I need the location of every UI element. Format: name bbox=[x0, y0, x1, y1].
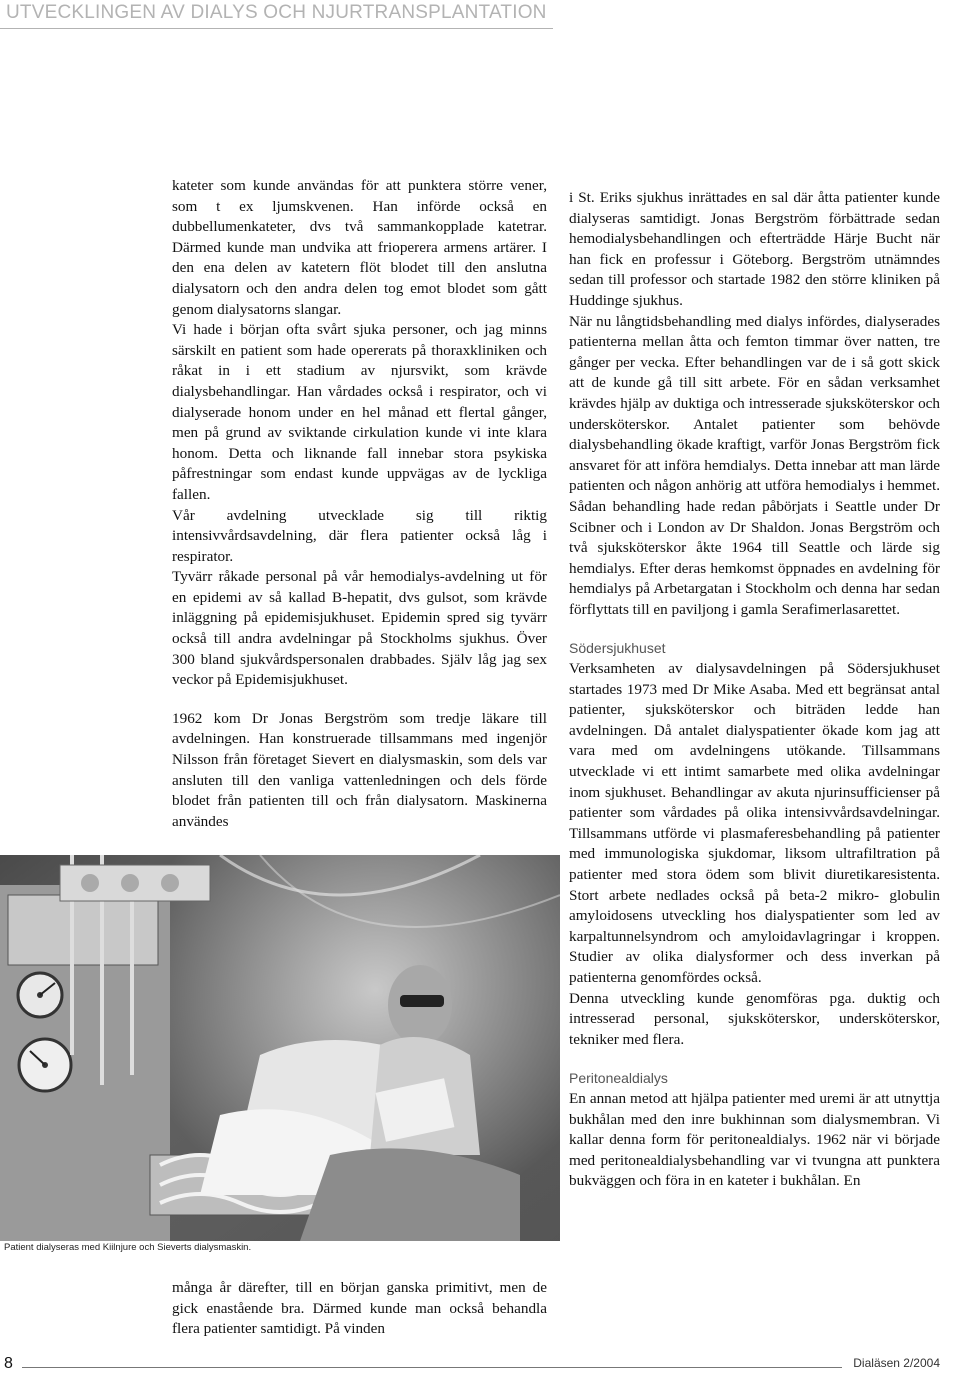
col1-paragraph-1: kateter som kunde användas för att punktera större vener, som t ex ljumskvenen. Han införde också en dubbellumenkateter, dvs två sammankopplade katetrar. Därmed kunde man undvika att frioperera armens artärer. I den ena delen av katetern flöt blodet till den anslutna dialysatorn och den andra delen tog emot blodet som gått genom dialysatorns slangar. bbox=[172, 177, 547, 318]
footer-rule bbox=[22, 1367, 842, 1368]
section-title: UTVECKLINGEN AV DIALYS OCH NJURTRANSPLANTATION bbox=[6, 2, 547, 23]
col1-paragraph-3: Vår avdelning utvecklade sig till riktig intensivvårdsavdelning, där flera patienter också låg i respirator. bbox=[172, 506, 547, 565]
dialysis-photo-image bbox=[0, 855, 560, 1241]
col2-paragraph-3: Verksamheten av dialysavdelningen på Södersjukhuset startades 1973 med Dr Mike Asaba. Med ett begränsat antal patienter, sjuksköterskor och biträden ledde han avdelningen. Då antalet dialyspatienter ökade kom jag att vara med om avdelningens utökande. Tillsammans utvecklade vi ett intimt samarbete med olika avdelningar inom sjukhuset. Behandlingar av akuta njurinsufficienser på patienter som vårdades på olika intensivvårdsavdelningar. Tillsammans utförde vi plasmaferesbehandling på patienter med immunologiska sjukdomar, liksom ultrafiltration på patienter med stora ödem som blivit diuretikaresistenta. Stort arbete nedlades också på beta-2 mikro- globulin amyloidosens utveckling hos dialyspatienter som led av karpaltunnelsyndrom och amyloidavlagringar i kroppen. Studier av olika dialysformer och dess inverkan på patienterna genomfördes också. bbox=[569, 660, 940, 986]
column-2 bbox=[569, 188, 940, 1192]
col1-paragraph-6: många år därefter, till en början ganska primitivt, men de gick enastående bra. Därmed kunde man också behandla flera patienter samtidigt. På vinden bbox=[172, 1279, 547, 1338]
col1-paragraph-2: Vi hade i början ofta svårt sjuka personer, och jag minns särskilt en patient som hade opererats på thoraxkliniken och råkat in i ett stadium av njursvikt, som krävde dialysbehandlingar. Han vårdades också i respirator, och vi dialyserade honom under en hel månad ett flertal gånger, men på grund av sviktande cirkulation kunde vi inte klara honom. Detta och liknande fall innebar stora psykiska påfrestningar som endast kunde uppvägas av de lyckliga fallen. bbox=[172, 321, 547, 503]
column-1-top bbox=[172, 176, 547, 832]
col2-paragraph-4: Denna utveckling kunde genomföras pga. duktig och intresserad personal, sjuksköterskor, undersköterskor, tekniker med flera. bbox=[569, 989, 940, 1048]
heading-sodersjukhuset: Södersjukhuset bbox=[569, 640, 666, 657]
heading-peritonealdialys: Peritonealdialys bbox=[569, 1070, 668, 1087]
magazine-issue: Dialäsen 2/2004 bbox=[853, 1356, 940, 1370]
column-1-bottom bbox=[172, 1278, 547, 1340]
page-number: 8 bbox=[4, 1355, 13, 1372]
header-rule bbox=[0, 28, 553, 29]
col2-paragraph-1: i St. Eriks sjukhus inrättades en sal där åtta patienter kunde dialyseras samtidigt. Jonas Bergström förbättrade sedan hemodialysbehandlingen och efterträdde Härje Bucht när han fick en professur i Göteborg. Bergström utnämndes sedan till professor och startade 1982 den större kliniken på Huddinge sjukhus. bbox=[569, 189, 940, 309]
col2-paragraph-5: En annan metod att hjälpa patienter med uremi är att utnyttja bukhålan med den inre bukhinnan som dialysmembran. Vi kallar denna form för peritonealdialys. 1962 när vi började med peritonealdialysbehandling var vi tvungna att punktera bukväggen och föra in en kateter i bukhålan. En bbox=[569, 1089, 940, 1190]
page-header bbox=[0, 0, 560, 30]
dialysis-photo bbox=[0, 855, 560, 1241]
photo-caption: Patient dialyseras med Kiilnjure och Sieverts dialysmaskin. bbox=[4, 1242, 252, 1253]
col1-paragraph-4: Tyvärr råkade personal på vår hemodialys-avdelning ut för en epidemi av så kallad B-hepatit, dvs gulsot, som krävde inläggning på epidemisjukhuset. Epidemin spred sig tyvärr också till andra avdelningar på Stockholms sjukhus. Över 300 bland sjukvårdspersonalen drabbades. Själv låg jag sex veckor på Epidemisjukhuset. bbox=[172, 568, 547, 689]
col2-paragraph-2: När nu långtidsbehandling med dialys infördes, dialyserades patienterna mellan åtta och femton timmar över natten, tre gånger per vecka. Efter behandlingen var de i så gott skick att de kunde gå till sitt arbete. För en sådan verksamhet krävdes hjälp av duktiga och intresserade sjuksköterskor och undersköterskor. Antalet patienter som behövde dialysbehandling ökade kraftigt, varför Jonas Bergström fick ansvaret för att införa hemdialys. Detta innebar att man lärde patienten och någon anhörig att utföra hemodialys i hemmet. Sådan behandling hade redan påbörjats i Seattle under Dr Scibner och i London av Dr Shaldon. Jonas Bergström och två sjuksköterskor åkte 1964 till Seattle och lärde sig hemdialys. Efter deras hemkomst öppnades en avdelning för hemdialys på Arbetargatan i Stockholm och denna har sedan förflyttats till en paviljong i gamla Serafimerlasarettet. bbox=[569, 312, 940, 618]
col1-paragraph-5: 1962 kom Dr Jonas Bergström som tredje läkare till avdelningen. Han konstruerade tillsammans med ingenjör Nilsson från företaget Sievert en dialysmaskin, som dels var ansluten till den vanliga vattenledningen och dels förde blodet från patienten till och från dialysatorn. Maskinerna användes bbox=[172, 709, 547, 830]
